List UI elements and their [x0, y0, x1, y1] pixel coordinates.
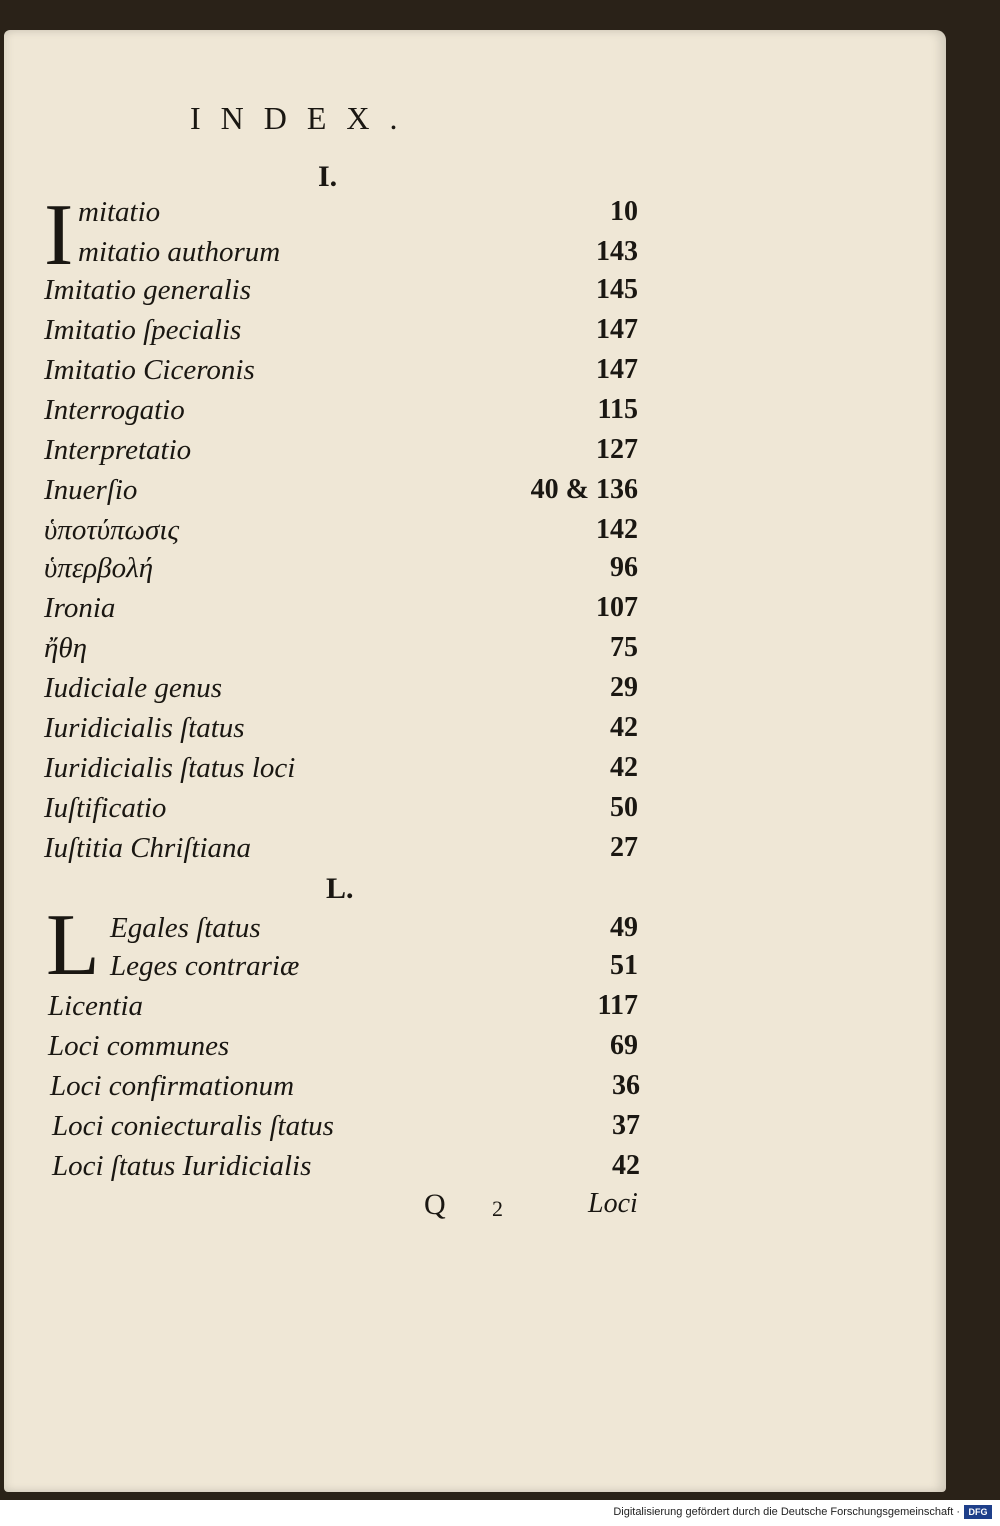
- entry-term: Egales ſtatus: [110, 912, 261, 944]
- entry-term: ὑποτύπωσις: [44, 514, 180, 546]
- entry-term: Iudiciale genus: [44, 672, 222, 704]
- index-entry: [0, 514, 1000, 554]
- signature-mark: Q: [424, 1188, 446, 1221]
- index-entry: [0, 274, 1000, 314]
- entry-page: 145: [596, 274, 638, 305]
- drop-initial-i: I: [44, 187, 74, 284]
- entry-page: 117: [597, 990, 638, 1021]
- entry-term: Loci confirmationum: [50, 1070, 295, 1102]
- index-entry: [0, 434, 1000, 474]
- entry-term: mitatio: [78, 196, 161, 228]
- entry-page: 50: [610, 792, 638, 823]
- entry-term: Leges contrariæ: [110, 950, 300, 982]
- entry-page: 96: [610, 552, 638, 583]
- entry-page: 127: [596, 434, 638, 465]
- entry-page: 69: [610, 1030, 638, 1061]
- entry-page: 107: [596, 592, 638, 623]
- entry-page: 10: [610, 196, 638, 227]
- entry-page: 40 & 136: [530, 474, 638, 505]
- index-entry: [0, 672, 1000, 712]
- entry-term: Iuſtitia Chriſtiana: [44, 832, 252, 864]
- entry-page: 29: [610, 672, 638, 703]
- index-entry: [0, 394, 1000, 434]
- entry-term: Iuſtificatio: [44, 792, 167, 824]
- index-entry: [0, 474, 1000, 514]
- digitization-credit: Digitalisierung gefördert durch die Deutsche Forschungsgemeinschaft ·: [613, 1506, 960, 1518]
- entry-page: 36: [612, 1070, 640, 1101]
- entry-term: Imitatio generalis: [44, 274, 252, 306]
- entry-term: Imitatio Ciceronis: [44, 354, 255, 386]
- index-entry: [0, 752, 1000, 792]
- dfg-logo: DFG: [964, 1505, 992, 1519]
- entry-page: 37: [612, 1110, 640, 1141]
- index-entry: [0, 792, 1000, 832]
- entry-term: ἤθη: [44, 632, 88, 664]
- entry-term: Interrogatio: [44, 394, 185, 426]
- index-entry: [0, 236, 1000, 276]
- index-entry: [0, 1150, 1000, 1190]
- index-entry: [0, 632, 1000, 672]
- entry-term: Loci communes: [48, 1030, 230, 1062]
- entry-page: 75: [610, 632, 638, 663]
- entry-term: Loci ſtatus Iuridicialis: [52, 1150, 312, 1182]
- section-heading-i: I.: [318, 160, 338, 193]
- entry-page: 51: [610, 950, 638, 981]
- entry-term: mitatio authorum: [78, 236, 281, 268]
- entry-term: Iuridicialis ſtatus: [44, 712, 245, 744]
- catchword: Loci: [588, 1188, 638, 1219]
- entry-page: 143: [596, 236, 638, 267]
- entry-term: ὑπερβολή: [44, 552, 154, 584]
- entry-term: Inuerſio: [44, 474, 138, 506]
- entry-page: 42: [610, 712, 638, 743]
- entry-page: 147: [596, 354, 638, 385]
- entry-term: Iuridicialis ſtatus loci: [44, 752, 296, 784]
- index-entry: [0, 912, 1000, 952]
- entry-page: 115: [597, 394, 638, 425]
- index-entry: [0, 592, 1000, 632]
- section-heading-l: L.: [326, 872, 354, 905]
- index-entry: [0, 950, 1000, 990]
- entry-term: Loci coniecturalis ſtatus: [52, 1110, 334, 1142]
- entry-page: 49: [610, 912, 638, 943]
- entry-page: 42: [610, 752, 638, 783]
- signature-number: 2: [492, 1196, 503, 1221]
- entry-page: 147: [596, 314, 638, 345]
- index-entry: [0, 712, 1000, 752]
- drop-initial-l: L: [46, 897, 100, 994]
- entry-page: 42: [612, 1150, 640, 1181]
- entry-page: 27: [610, 832, 638, 863]
- index-entry: [0, 196, 1000, 236]
- index-entry: [0, 1110, 1000, 1150]
- index-entry: [0, 354, 1000, 394]
- index-entry: [0, 314, 1000, 354]
- page-title: INDEX.: [190, 100, 418, 136]
- index-entry: [0, 552, 1000, 592]
- entry-term: Interpretatio: [44, 434, 192, 466]
- entry-term: Licentia: [48, 990, 144, 1022]
- index-entry: [0, 1070, 1000, 1110]
- index-entry: [0, 1030, 1000, 1070]
- index-entry: [0, 832, 1000, 872]
- index-entry: [0, 990, 1000, 1030]
- entry-page: 142: [596, 514, 638, 545]
- entry-term: Ironia: [44, 592, 116, 624]
- entry-term: Imitatio ſpecialis: [44, 314, 242, 346]
